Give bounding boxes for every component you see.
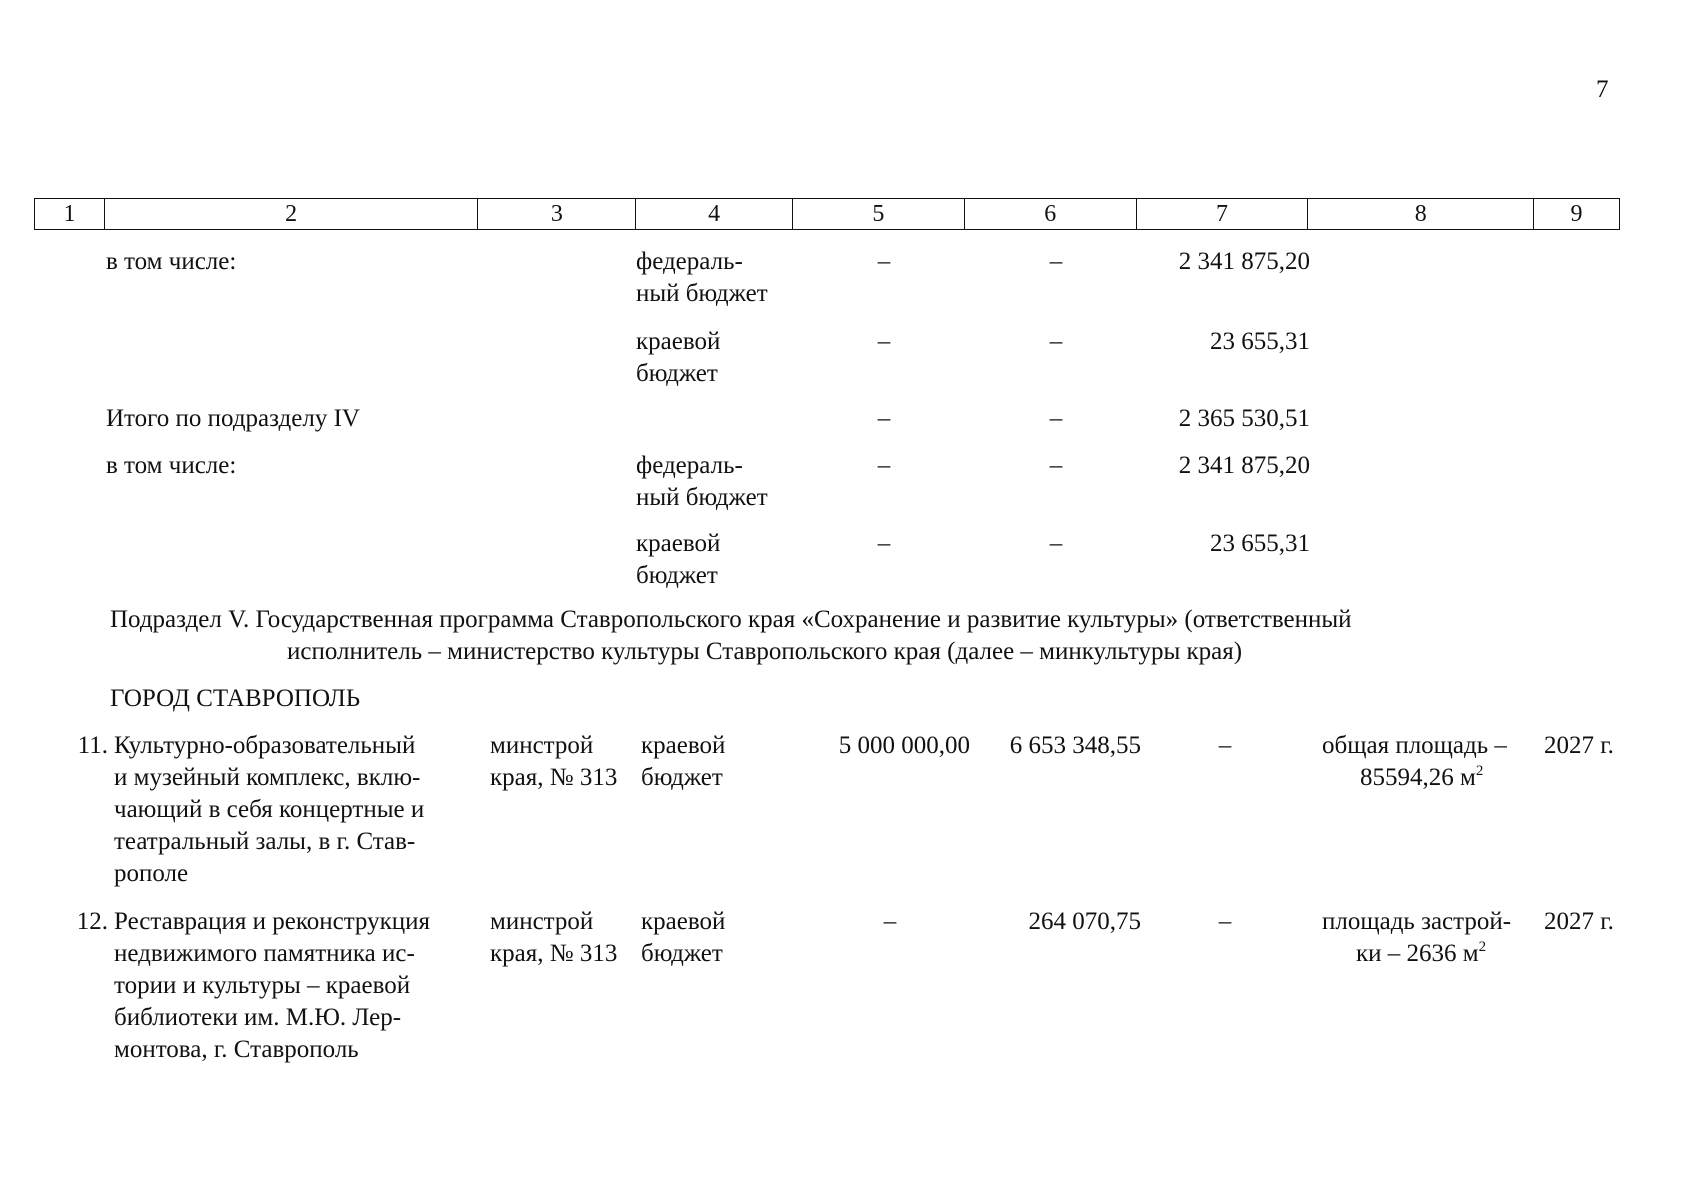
regional-col6: – xyxy=(1049,530,1063,557)
header-cell-2: 2 xyxy=(105,199,479,229)
source-regional: краевой бюджет xyxy=(636,328,721,387)
page-number: 7 xyxy=(1596,76,1609,103)
funding-source: краевой бюджет xyxy=(641,908,726,967)
object-name: Реставрация и реконструкция недвижимого памятника ис- тории и культуры – краевой библиотеки им. М.Ю. Лер- монтова, г. Ставрополь xyxy=(114,908,431,1063)
capacity: площадь застрой- ки – 2636 $м^2$ xyxy=(1322,908,1512,967)
section-title: Подраздел V. Государственная программа Ставропольского края «Сохранение и развитие культуры» (ответственный xyxy=(110,606,1352,633)
capacity: общая площадь – 85594,26 $м^2$ xyxy=(1322,732,1507,791)
header-cell-4: 4 xyxy=(636,199,793,229)
regional-col5: – xyxy=(877,328,891,355)
responsible-executor: минстрой края, № 313 xyxy=(490,732,618,791)
responsible-executor: минстрой края, № 313 xyxy=(490,908,618,967)
federal-col6: – xyxy=(1049,452,1063,479)
header-cell-9: 9 xyxy=(1570,201,1583,227)
header-cell-7: 7 xyxy=(1137,199,1309,229)
in-that-number-label: в том числе: xyxy=(106,248,237,275)
completion-year: 2027 г. xyxy=(1544,908,1614,935)
section-title-continued: исполнитель – министерство культуры Ставропольского края (далее – минкультуры края) xyxy=(287,638,1243,665)
header-cell-1: 1 xyxy=(35,199,105,229)
regional-col7: 23 655,31 xyxy=(1210,328,1310,355)
col6-value: 6 653 348,55 xyxy=(1009,732,1141,759)
col6-value: 264 070,75 xyxy=(1028,908,1141,935)
regional-col5: – xyxy=(877,530,891,557)
row-number: 11. xyxy=(77,732,108,759)
col5-value: 5 000 000,00 xyxy=(838,732,970,759)
subtotal-col6: – xyxy=(1049,405,1063,432)
federal-col5: – xyxy=(877,452,891,479)
source-federal: федераль- ный бюджет xyxy=(636,248,768,307)
federal-col5: – xyxy=(877,248,891,275)
header-cell-6: 6 xyxy=(965,199,1137,229)
city-heading: ГОРОД СТАВРОПОЛЬ xyxy=(110,685,361,712)
col7-value: – xyxy=(1218,908,1232,935)
col5-value: – xyxy=(883,908,897,935)
funding-source: краевой бюджет xyxy=(641,732,726,791)
header-cell-5: 5 xyxy=(793,199,965,229)
federal-col6: – xyxy=(1049,248,1063,275)
regional-col7: 23 655,31 xyxy=(1210,530,1310,557)
header-cell-8: 8 xyxy=(1308,199,1534,229)
subtotal-col5: – xyxy=(877,405,891,432)
subtotal-label: Итого по подразделу IV xyxy=(106,405,360,432)
federal-col7: 2 341 875,20 xyxy=(1178,248,1310,275)
header-cell-3: 3 xyxy=(478,199,636,229)
subtotal-col7: 2 365 530,51 xyxy=(1178,405,1310,432)
source-federal: федераль- ный бюджет xyxy=(636,452,768,511)
in-that-number-label: в том числе: xyxy=(106,452,237,479)
federal-col7: 2 341 875,20 xyxy=(1178,452,1310,479)
source-regional: краевой бюджет xyxy=(636,530,721,589)
completion-year: 2027 г. xyxy=(1544,732,1614,759)
object-name: Культурно-образовательный и музейный комплекс, вклю- чающий в себя концертные и театральный залы, в г. Став- рополе xyxy=(114,732,425,887)
col7-value: – xyxy=(1218,732,1232,759)
table-header-row xyxy=(34,198,1620,230)
regional-col6: – xyxy=(1049,328,1063,355)
row-number: 12. xyxy=(76,908,108,935)
